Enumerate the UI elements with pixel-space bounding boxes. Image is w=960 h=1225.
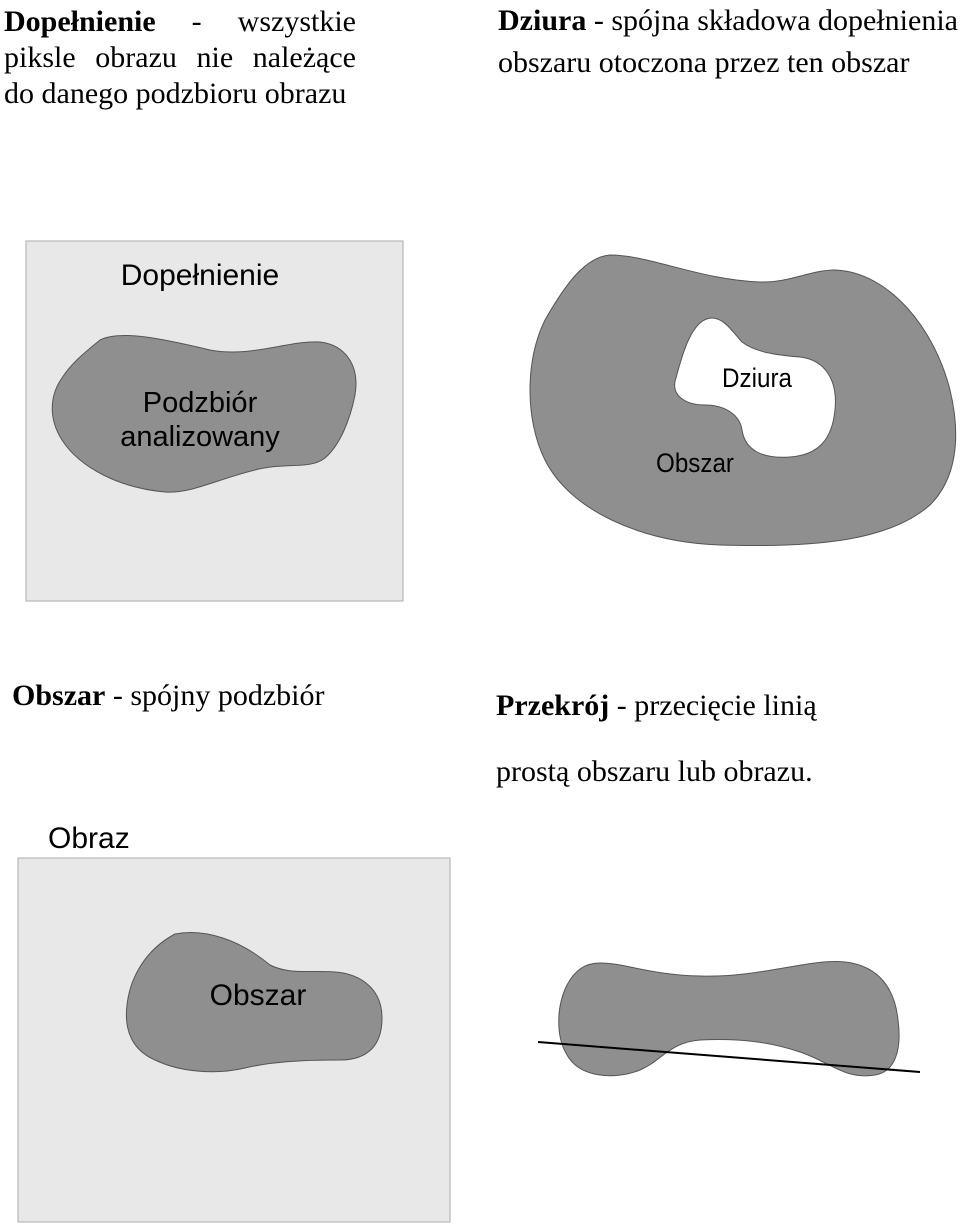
term-przekroj: Przekrój xyxy=(496,689,610,722)
term-dziura: Dziura xyxy=(498,4,587,37)
definition-text: prostą obszaru lub obrazu. xyxy=(496,755,813,788)
separator: - xyxy=(105,679,131,712)
hole-label: Dziura xyxy=(722,363,793,393)
region-with-hole-shape xyxy=(530,255,956,546)
region-label: Obszar xyxy=(656,448,735,478)
term-dopelnienie: Dopełnienie xyxy=(4,5,156,38)
definition-text: spójna składowa dopełnienia obszaru otoczona przez ten obszar xyxy=(498,4,958,79)
separator: - xyxy=(586,4,612,37)
complement-box-label: Dopełnienie xyxy=(120,259,280,292)
subset-label-line1: Podzbiór xyxy=(142,387,258,419)
definition-text: spójny podzbiór xyxy=(130,679,325,712)
subset-label-line2: analizowany xyxy=(120,421,280,453)
cross-section-shape xyxy=(559,961,899,1075)
separator: - xyxy=(609,689,635,722)
definition-text: przecięcie linią xyxy=(634,689,817,722)
definition-text: wszystkie piksle obrazu nie należące do danego podzbioru obrazu xyxy=(4,5,356,110)
region-shape-label: Obszar xyxy=(209,979,307,1012)
term-obszar: Obszar xyxy=(12,679,106,712)
image-label: Obraz xyxy=(48,822,130,855)
separator: - xyxy=(155,5,238,38)
